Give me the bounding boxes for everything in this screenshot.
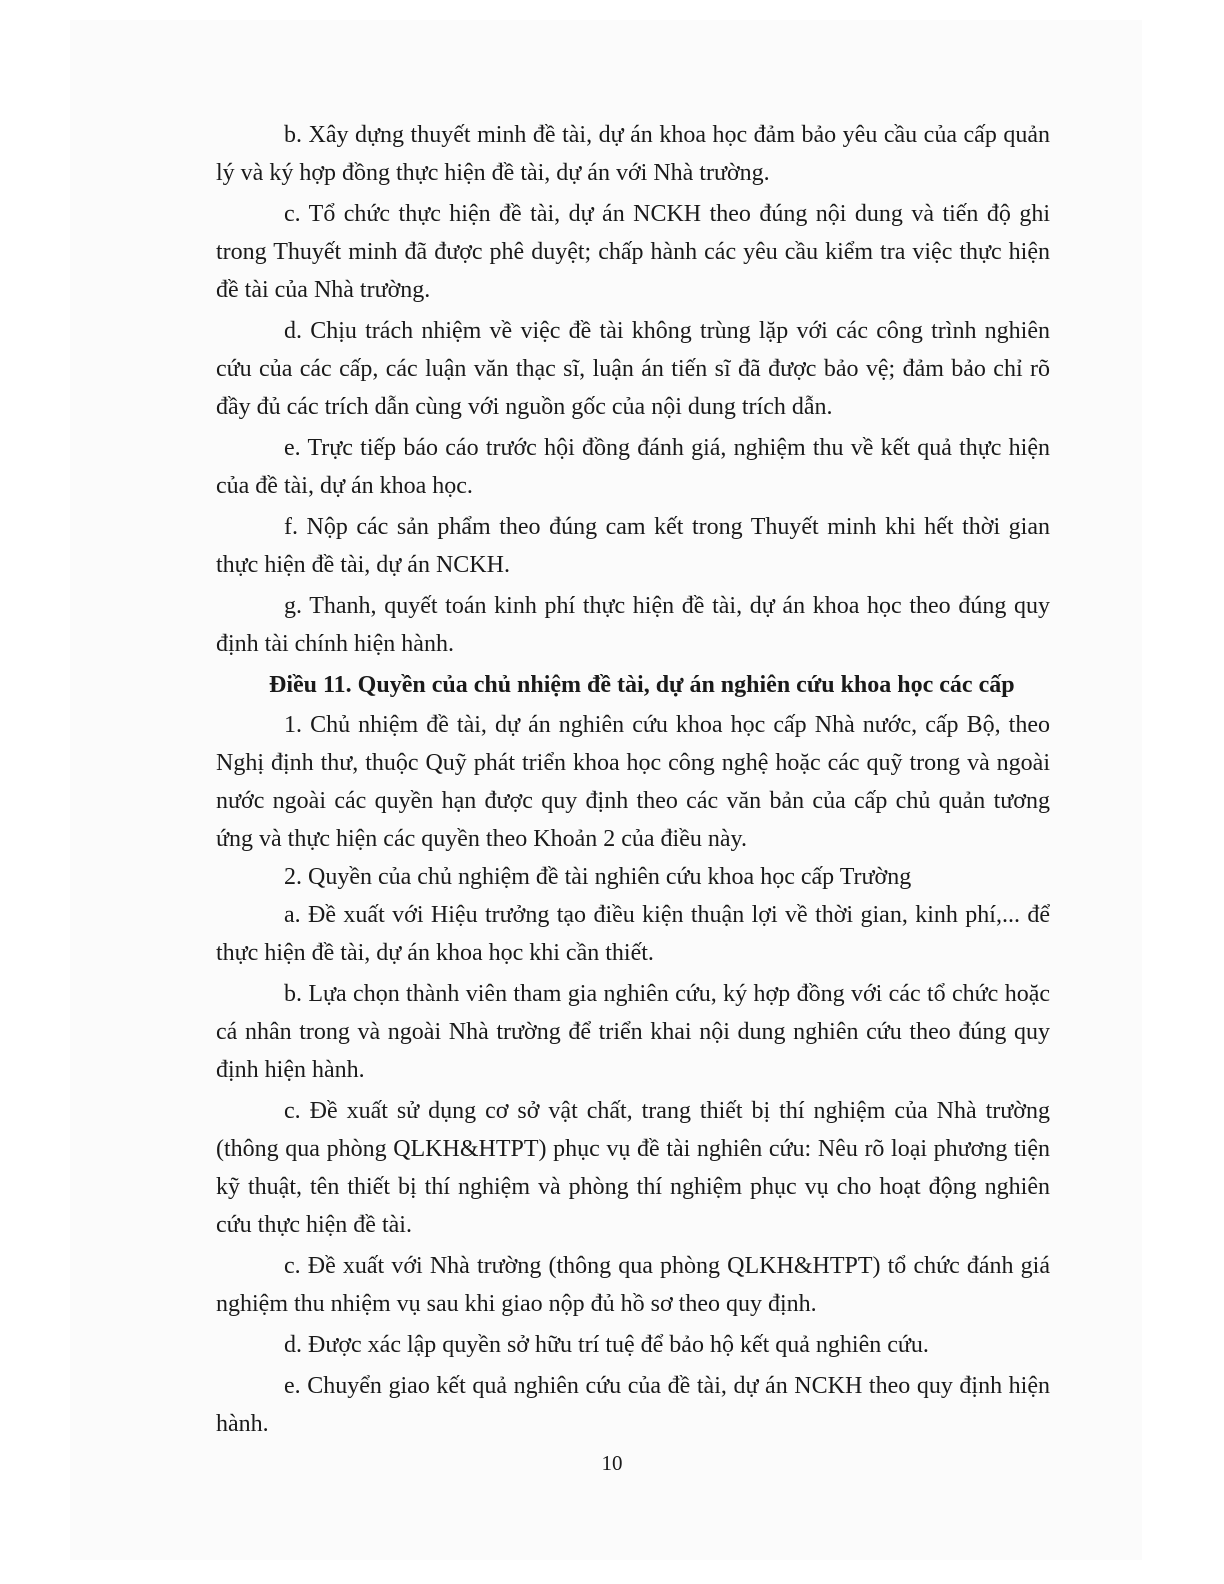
paragraph-e-duty: e. Trực tiếp báo cáo trước hội đồng đánh giá, nghiệm thu về kết quả thực hiện của đề tài, dự án khoa học. [216, 435, 1050, 499]
paragraph-2-rights: 2. Quyền của chủ nghiệm đề tài nghiên cứu khoa học cấp Trường [284, 864, 912, 890]
document-body [216, 116, 1050, 1446]
article-11-heading: Điều 11. Quyền của chủ nhiệm đề tài, dự án nghiên cứu khoa học các cấp [269, 672, 1015, 698]
paragraph-d-right: d. Được xác lập quyền sở hữu trí tuệ để bảo hộ kết quả nghiên cứu. [284, 1332, 929, 1358]
paragraph-c-duty: c. Tổ chức thực hiện đề tài, dự án NCKH theo đúng nội dung và tiến độ ghi trong Thuyết minh đã được phê duyệt; chấp hành các yêu cầu kiểm tra việc thực hiện đề tài của Nhà trường. [216, 201, 1050, 303]
paragraph-a-right: a. Đề xuất với Hiệu trưởng tạo điều kiện thuận lợi về thời gian, kinh phí,... để thực hiện đề tài, dự án khoa học khi cần thiết. [216, 902, 1050, 966]
paragraph-e-right: e. Chuyển giao kết quả nghiên cứu của đề tài, dự án NCKH theo quy định hiện hành. [216, 1373, 1050, 1437]
paragraph-c-right-equipment: c. Đề xuất sử dụng cơ sở vật chất, trang thiết bị thí nghiệm của Nhà trường (thông qua phòng QLKH&HTPT) phục vụ đề tài nghiên cứu: Nêu rõ loại phương tiện kỹ thuật, tên thiết bị thí nghiệm và phòng thí nghiệm phục vụ cho hoạt động nghiên cứu thực hiện đề tài. [216, 1098, 1050, 1238]
paragraph-d-duty: d. Chịu trách nhiệm về việc đề tài không trùng lặp với các công trình nghiên cứu của các cấp, các luận văn thạc sĩ, luận án tiến sĩ đã được bảo vệ; đảm bảo chỉ rõ đầy đủ các trích dẫn cùng với nguồn gốc của nội dung trích dẫn. [216, 318, 1050, 420]
paragraph-g-duty: g. Thanh, quyết toán kinh phí thực hiện đề tài, dự án khoa học theo đúng quy định tài chính hiện hành. [216, 593, 1050, 657]
paragraph-c-right-evaluation: c. Đề xuất với Nhà trường (thông qua phòng QLKH&HTPT) tổ chức đánh giá nghiệm thu nhiệm vụ sau khi giao nộp đủ hồ sơ theo quy định. [216, 1253, 1050, 1317]
paragraph-f-duty: f. Nộp các sản phẩm theo đúng cam kết trong Thuyết minh khi hết thời gian thực hiện đề tài, dự án NCKH. [216, 514, 1050, 578]
page-number: 10 [601, 1451, 623, 1475]
paragraph-b-duty: b. Xây dựng thuyết minh đề tài, dự án khoa học đảm bảo yêu cầu của cấp quản lý và ký hợp đồng thực hiện đề tài, dự án với Nhà trường. [216, 122, 1050, 186]
paragraph-1-rights: 1. Chủ nhiệm đề tài, dự án nghiên cứu khoa học cấp Nhà nước, cấp Bộ, theo Nghị định thư, thuộc Quỹ phát triển khoa học công nghệ hoặc các quỹ trong và ngoài nước ngoài các quyền hạn được quy định theo các văn bản của cấp chủ quản tương ứng và thực hiện các quyền theo Khoản 2 của điều này. [216, 712, 1050, 852]
paragraph-b-right: b. Lựa chọn thành viên tham gia nghiên cứu, ký hợp đồng với các tổ chức hoặc cá nhân trong và ngoài Nhà trường để triển khai nội dung nghiên cứu theo đúng quy định hiện hành. [216, 981, 1050, 1083]
